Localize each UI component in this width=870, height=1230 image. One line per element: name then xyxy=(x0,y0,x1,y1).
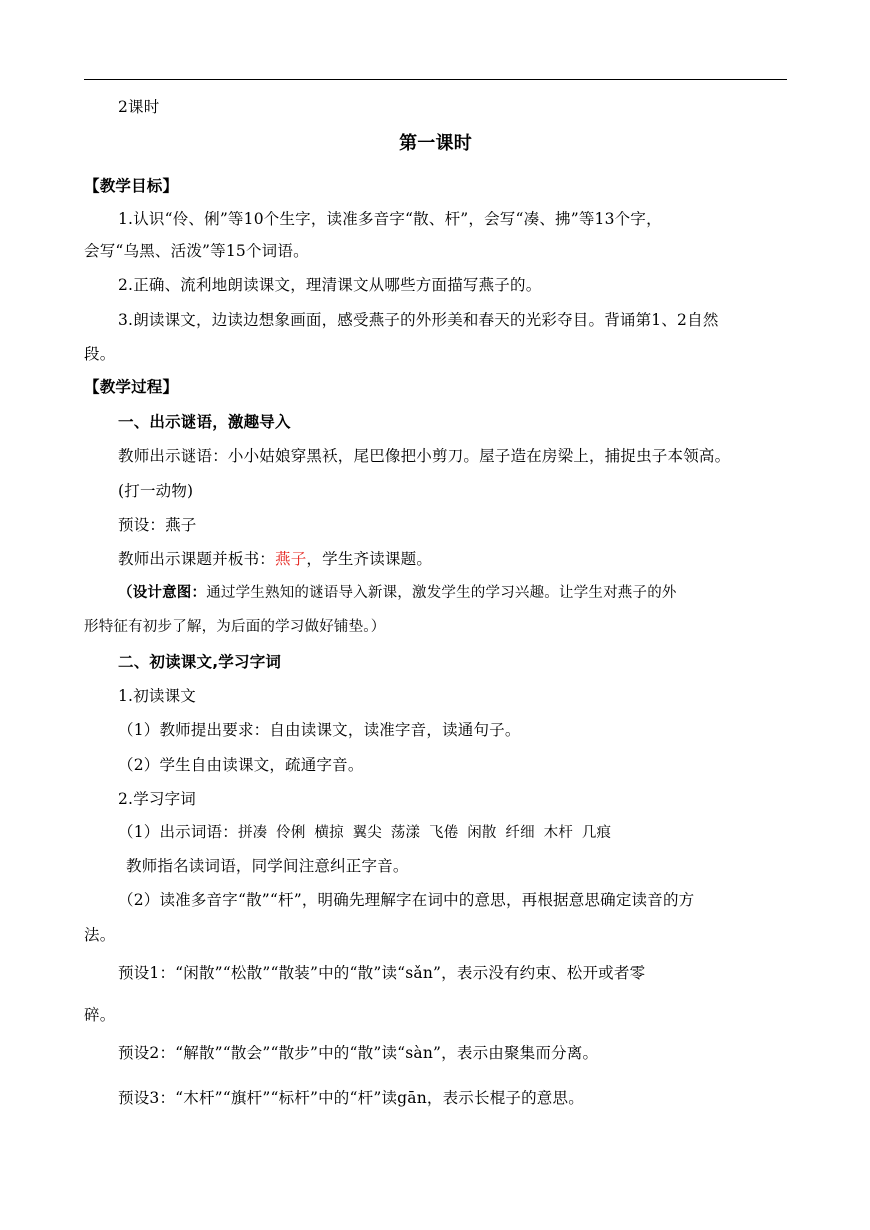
riddle-answer: 预设：燕子 xyxy=(118,516,197,534)
goal-1-line-1: 1.认识“伶、俐”等10个生字，读准多音字“散、杆”，会写“凑、拂”等13个字， xyxy=(118,210,662,228)
polyphone-line-1: （2）读准多音字“散”“杆”，明确先理解字在词中的意思，再根据意思确定读音的方 xyxy=(118,891,695,909)
goal-1-line-2: 会写“乌黑、活泼”等15个词语。 xyxy=(84,242,309,260)
lesson-hours: 2课时 xyxy=(118,98,160,116)
step-1-title: 1.初读课文 xyxy=(118,687,196,705)
section-2-heading: 二、初读课文,学习字词 xyxy=(118,653,282,671)
design-intent-line-1 xyxy=(118,583,821,603)
riddle-line-1: 教师出示谜语：小小姑娘穿黑袄，尾巴像把小剪刀。屋子造在房梁上，捕捉虫子本领高。 xyxy=(118,447,731,465)
board-writing-suffix: ，学生齐读课题。 xyxy=(306,550,433,568)
goal-2: 2.正确、流利地朗读课文，理清课文从哪些方面描写燕子的。 xyxy=(118,276,542,294)
riddle-line-2: (打一动物) xyxy=(118,482,194,500)
step-1-item-1: （1）教师提出要求：自由读课文，读准字音，读通句子。 xyxy=(118,721,521,739)
goal-3-line-1: 3.朗读课文，边读边想象画面，感受燕子的外形美和春天的光彩夺目。背诵第1、2自然 xyxy=(118,311,719,329)
word-list-note: 教师指名读词语，同学间注意纠正字音。 xyxy=(126,857,409,875)
step-2-title: 2.学习字词 xyxy=(118,790,196,808)
word-list-label: （1）出示词语： xyxy=(118,823,238,841)
step-1-item-2: （2）学生自由读课文，疏通字音。 xyxy=(118,756,364,774)
word-list: 拼凑 伶俐 横掠 翼尖 荡漾 飞倦 闲散 纤细 木杆 几痕 xyxy=(237,825,612,841)
polyphone-line-2: 法。 xyxy=(84,926,116,944)
preset-1-line-1: 预设1：“闲散”“松散”“散装”中的“散”读“sǎn”，表示没有约束、松开或者零 xyxy=(118,964,646,982)
section-1-heading: 一、出示谜语，激趣导入 xyxy=(118,413,291,431)
design-intent-line-2: 形特征有初步了解，为后面的学习做好铺垫。） xyxy=(84,619,386,635)
process-heading: 【教学过程】 xyxy=(84,378,179,396)
goal-3-line-2: 段。 xyxy=(84,345,116,363)
word-list-line xyxy=(118,822,821,843)
lesson-title-red: 燕子 xyxy=(275,550,307,568)
header-rule xyxy=(84,79,787,80)
board-writing xyxy=(118,549,821,569)
design-intent-text: 通过学生熟知的谜语导入新课，激发学生的学习兴趣。让学生对燕子的外 xyxy=(206,585,677,601)
preset-1-line-2: 碎。 xyxy=(84,1006,116,1024)
goals-heading: 【教学目标】 xyxy=(84,177,179,195)
page-title: 第一课时 xyxy=(399,133,472,154)
preset-3: 预设3：“木杆”“旗杆”“标杆”中的“杆”读gān，表示长棍子的意思。 xyxy=(118,1089,584,1107)
design-intent-label: （设计意图： xyxy=(118,585,207,601)
board-writing-prefix: 教师出示课题并板书： xyxy=(118,550,276,568)
preset-2: 预设2：“解散”“散会”“散步”中的“散”读“sàn”，表示由聚集而分离。 xyxy=(118,1044,599,1062)
